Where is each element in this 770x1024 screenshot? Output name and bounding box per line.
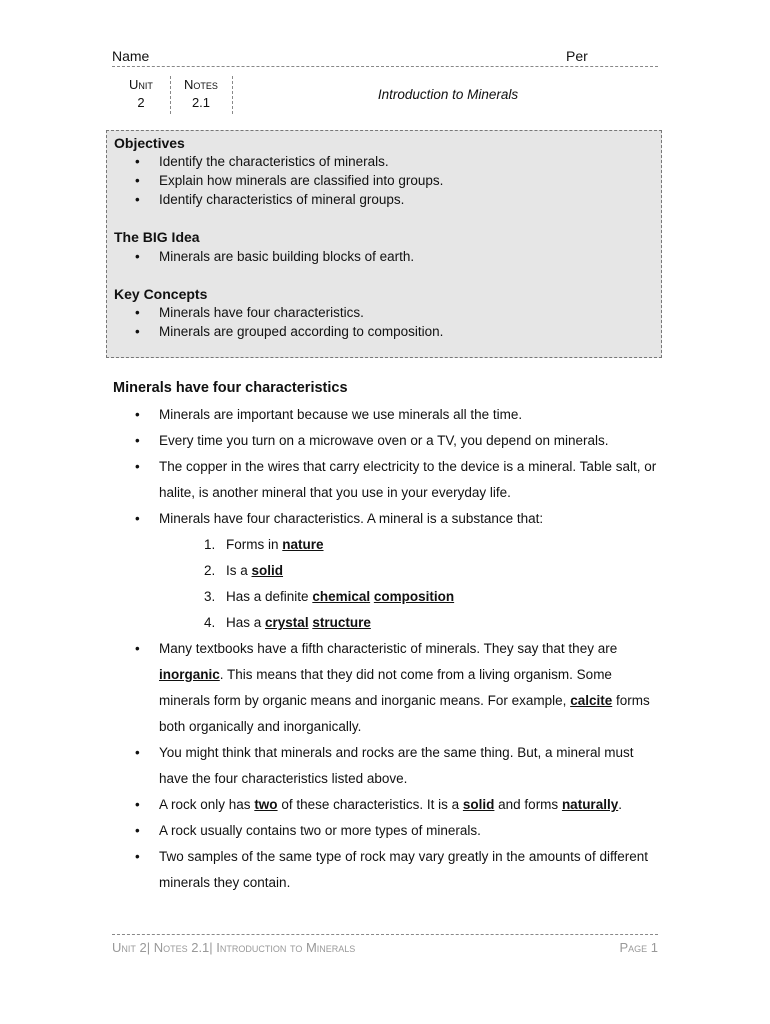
divider <box>232 76 233 114</box>
key-term: naturally <box>561 797 619 812</box>
item-number: 3. <box>204 589 216 604</box>
list-item: • Every time you turn on a microwave oven or a TV, you depend on minerals. <box>135 428 665 454</box>
notes-cell <box>172 76 230 112</box>
notes-label: Notes <box>184 77 218 92</box>
section-heading: Minerals have four characteristics <box>113 380 348 396</box>
characteristics-list <box>159 532 665 636</box>
key-term: inorganic <box>159 667 220 682</box>
footer-title: Unit 2| Notes 2.1| Introduction to Minerals <box>112 940 356 955</box>
list-item: • Minerals are basic building blocks of earth. <box>135 247 414 266</box>
text-run: . This means that they did not come from a living organism. Some minerals form by organic means and inorganic means. For example, <box>159 667 612 708</box>
item-text: Forms in <box>226 537 283 552</box>
list-item: • A rock usually contains two or more types of minerals. <box>135 818 665 844</box>
page-footer <box>112 934 658 959</box>
page-number: Page 1 <box>619 940 658 955</box>
characteristic-item <box>159 558 665 584</box>
key-term: solid <box>462 797 495 812</box>
characteristic-item <box>159 610 665 636</box>
list-item: • Two samples of the same type of rock may vary greatly in the amounts of different minerals they contain. <box>135 844 665 896</box>
characteristic-item <box>159 584 665 610</box>
name-label: Name <box>112 48 150 64</box>
objectives-list <box>135 152 443 210</box>
key-term: chemical <box>312 589 371 604</box>
notes-list <box>135 402 665 896</box>
name-line <box>112 48 658 67</box>
unit-label: Unit <box>129 77 153 92</box>
key-term: nature <box>282 537 324 552</box>
key-concepts-list <box>135 303 443 341</box>
text-run: and forms <box>494 797 562 812</box>
item-number: 4. <box>204 615 216 630</box>
unit-value: 2 <box>137 95 145 110</box>
text-run: Many textbooks have a fifth characteristic of minerals. They say that they are <box>159 641 618 656</box>
text-run: . <box>618 797 622 812</box>
list-item: • Identify characteristics of mineral groups. <box>135 190 443 209</box>
list-item: • Identify the characteristics of minerals. <box>135 152 443 171</box>
key-term: composition <box>373 589 455 604</box>
notes-value: 2.1 <box>191 95 211 110</box>
key-term: calcite <box>570 693 613 708</box>
objectives-heading: Objectives <box>114 135 185 151</box>
list-item: • Minerals have four characteristics. <box>135 303 443 322</box>
key-term: solid <box>251 563 284 578</box>
key-concepts-heading: Key Concepts <box>114 286 208 302</box>
big-idea-heading: The BIG Idea <box>114 229 200 245</box>
objectives-box <box>106 130 662 358</box>
unit-cell <box>112 76 170 112</box>
key-term: structure <box>312 615 371 630</box>
key-term: two <box>254 797 278 812</box>
text-run: forms both organically and inorganically. <box>159 693 650 734</box>
characteristic-item <box>159 532 665 558</box>
unit-header <box>112 76 658 116</box>
list-item <box>135 506 665 636</box>
item-number: 1. <box>204 537 216 552</box>
list-item: • You might think that minerals and rocks are the same thing. But, a mineral must have the four characteristics listed above. <box>135 740 665 792</box>
divider <box>170 76 171 114</box>
text-run: of these characteristics. It is a <box>277 797 463 812</box>
text-run: A rock only has <box>159 797 255 812</box>
item-number: 2. <box>204 563 216 578</box>
list-item: • Explain how minerals are classified into groups. <box>135 171 443 190</box>
item-text: Has a definite <box>226 589 313 604</box>
big-idea-list <box>135 247 414 266</box>
list-item: • Minerals are grouped according to composition. <box>135 322 443 341</box>
list-item: • Minerals are important because we use minerals all the time. <box>135 402 665 428</box>
list-item <box>135 636 665 740</box>
list-item-text: Minerals have four characteristics. A mineral is a substance that: <box>159 511 544 526</box>
list-item <box>135 792 665 818</box>
key-term: crystal <box>265 615 309 630</box>
page-title: Introduction to Minerals <box>377 87 519 102</box>
item-text: Is a <box>226 563 252 578</box>
item-text: Has a <box>226 615 266 630</box>
per-label: Per <box>566 48 588 64</box>
list-item: • The copper in the wires that carry electricity to the device is a mineral. Table salt, or halite, is another mineral that you use in your everyday life. <box>135 454 665 506</box>
